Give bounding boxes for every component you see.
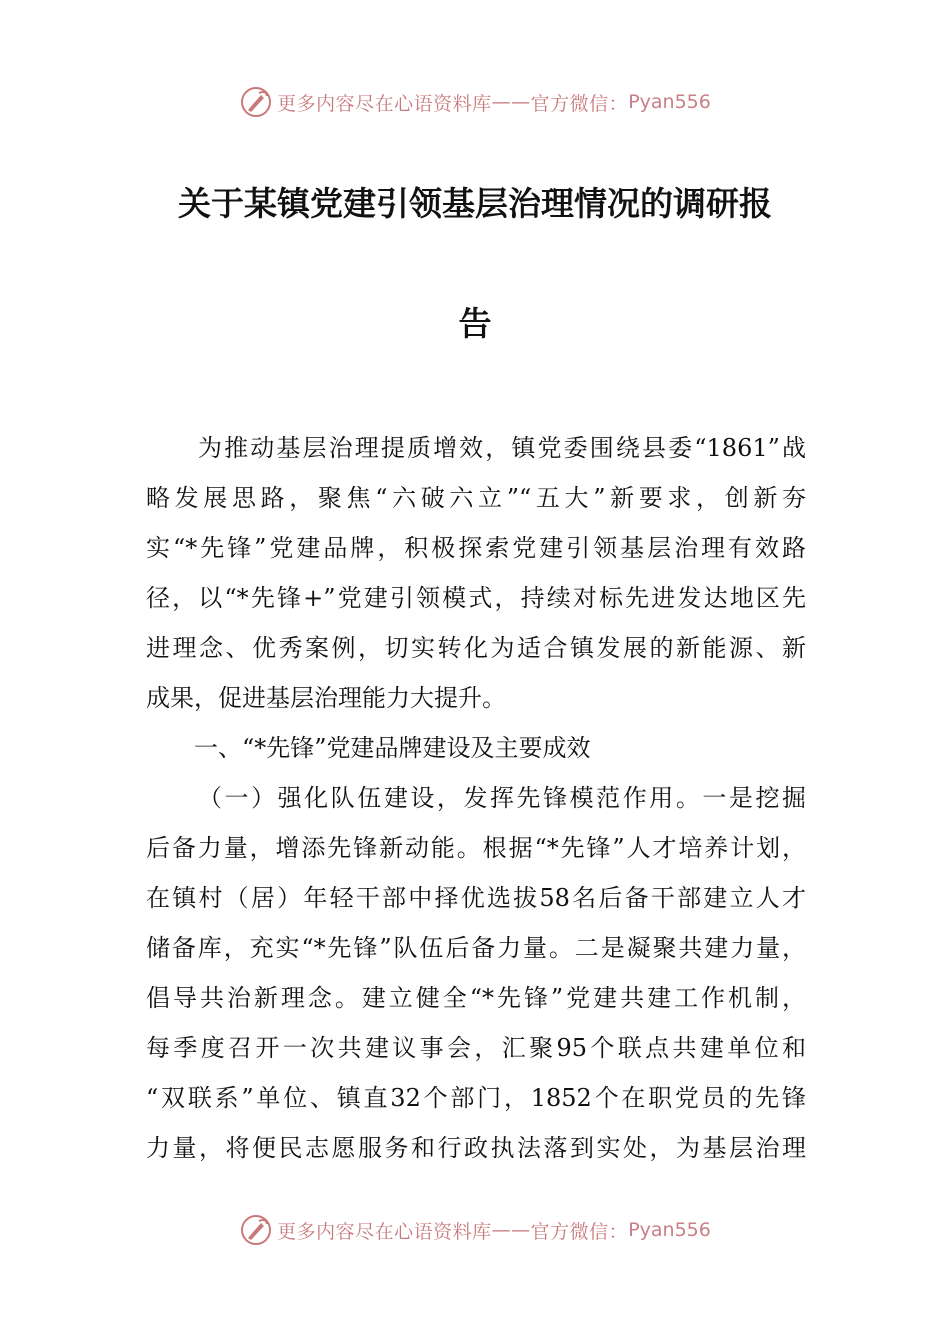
watermark-text: 更多内容尽在心语资料库: [277, 92, 492, 115]
body-line: 在镇村（居）年轻干部中择优选拔58名后备干部建立人才: [146, 884, 806, 912]
subsection-heading-line: （一）强化队伍建设，发挥先锋模范作用。一是挖掘: [198, 784, 806, 812]
watermark-dash: ——: [491, 1219, 531, 1241]
document-title-line-2: 告: [458, 304, 492, 343]
header-watermark: [0, 82, 950, 122]
section-heading: 一、“*先锋”党建品牌建设及主要成效: [194, 734, 591, 762]
body-line: 成果，促进基层治理能力大提升。: [146, 684, 506, 712]
body-line: 后备力量，增添先锋新动能。根据“*先锋”人才培养计划，: [146, 834, 806, 862]
body-line: 略发展思路，聚焦“六破六立”“五大”新要求，创新夯: [146, 484, 806, 512]
body-line: 径，以“*先锋+”党建引领模式，持续对标先进发达地区先: [146, 584, 806, 612]
body-line: “双联系”单位、镇直32个部门，1852个在职党员的先锋: [146, 1084, 806, 1112]
watermark-id: Pyan556: [628, 91, 711, 113]
watermark-label: 官方微信：: [530, 1220, 629, 1243]
body-line: 实“*先锋”党建品牌，积极探索党建引领基层治理有效路: [146, 534, 806, 562]
pen-logo-icon: [239, 85, 273, 119]
footer-watermark: [0, 1210, 950, 1250]
body-line: 为推动基层治理提质增效，镇党委围绕县委“1861”战: [198, 434, 806, 462]
document-title-line-1: 关于某镇党建引领基层治理情况的调研报: [178, 184, 772, 223]
body-line: 进理念、优秀案例，切实转化为适合镇发展的新能源、新: [146, 634, 806, 662]
watermark-dash: ——: [491, 91, 531, 113]
watermark-text: 更多内容尽在心语资料库: [277, 1220, 492, 1243]
body-line: 力量，将便民志愿服务和行政执法落到实处，为基层治理: [146, 1134, 806, 1162]
pen-logo-icon: [239, 1213, 273, 1247]
body-line: 每季度召开一次共建议事会，汇聚95个联点共建单位和: [146, 1034, 806, 1062]
body-line: 倡导共治新理念。建立健全“*先锋”党建共建工作机制，: [146, 984, 806, 1012]
body-line: 储备库，充实“*先锋”队伍后备力量。二是凝聚共建力量，: [146, 934, 806, 962]
watermark-label: 官方微信：: [530, 92, 629, 115]
watermark-id: Pyan556: [628, 1219, 711, 1241]
